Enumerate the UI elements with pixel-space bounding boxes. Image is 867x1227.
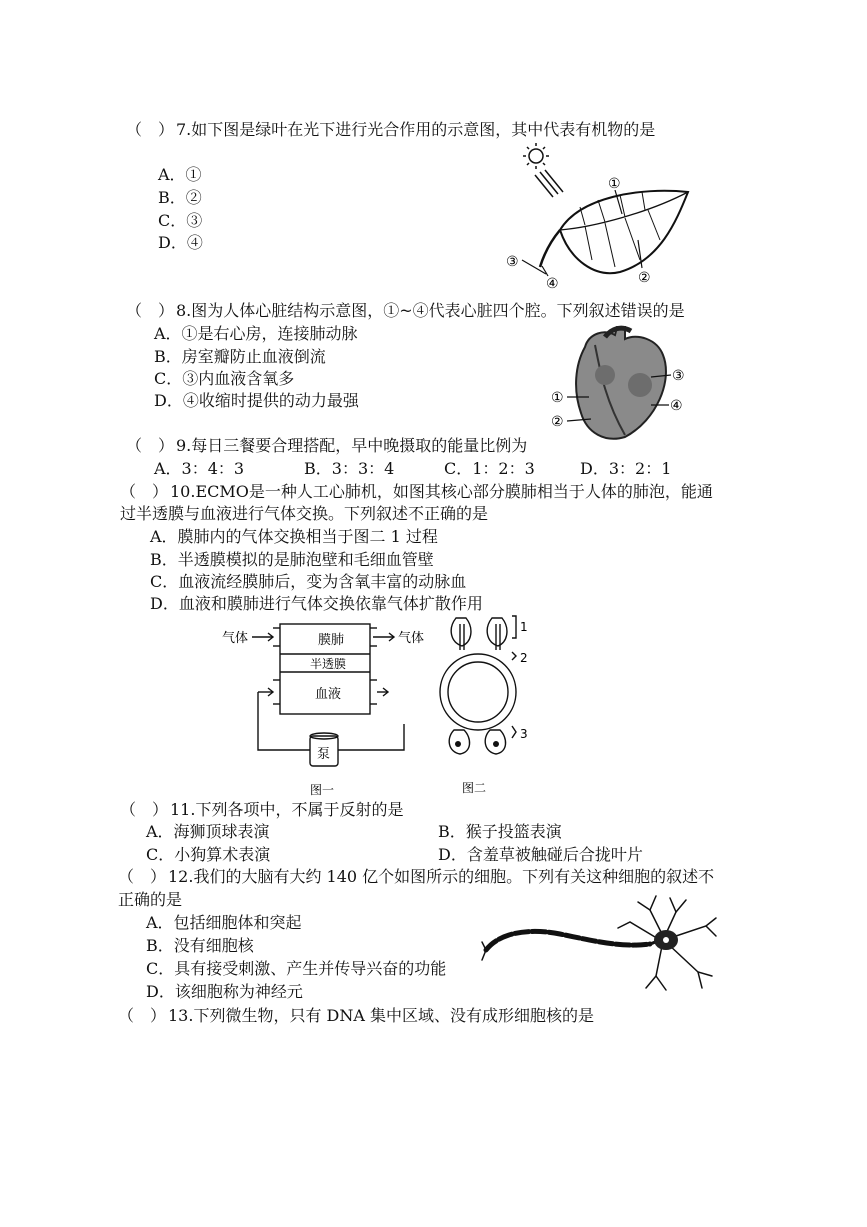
heart-label-1: ① bbox=[551, 390, 564, 406]
q11-stem: 11.下列各项中，不属于反射的是 bbox=[170, 800, 404, 819]
q7-option-c: C．③ bbox=[158, 211, 203, 230]
q8-option-a: A．①是右心房，连接肺动脉 bbox=[154, 324, 358, 343]
pump-label: 泵 bbox=[317, 747, 331, 762]
leaf-label-1: ① bbox=[608, 176, 621, 192]
leaf-photosynthesis-figure bbox=[500, 142, 720, 292]
q8-bracket: （ ） bbox=[126, 301, 175, 320]
q10-stem-line2: 过半透膜与血液进行气体交换。下列叙述不正确的是 bbox=[120, 504, 489, 523]
blood-label: 血液 bbox=[315, 687, 342, 702]
q7-option-a: A．① bbox=[158, 165, 202, 184]
q8-option-b: B．房室瓣防止血液倒流 bbox=[154, 347, 326, 366]
q12-option-b: B．没有细胞核 bbox=[146, 936, 254, 955]
heart-label-2: ② bbox=[551, 414, 564, 430]
q13-stem: 13.下列微生物，只有 DNA 集中区域、没有成形细胞核的是 bbox=[168, 1006, 595, 1025]
q9-option-a: A．3：4：3 bbox=[154, 459, 245, 478]
semipermeable-membrane-label: 半透膜 bbox=[310, 657, 347, 671]
figure-1-caption: 图一 bbox=[310, 783, 335, 797]
fig2-label-2: 2 bbox=[520, 651, 528, 665]
q10-bracket: （ ） bbox=[120, 482, 169, 501]
q9-option-d: D．3：2：1 bbox=[580, 459, 672, 478]
q9-bracket: （ ） bbox=[126, 436, 175, 455]
q11-option-b: B．猴子投篮表演 bbox=[438, 822, 562, 841]
q9-stem: 9.每日三餐要合理搭配，早中晚摄取的能量比例为 bbox=[176, 436, 528, 455]
q8-stem: 8.图为人体心脏结构示意图，①~④代表心脏四个腔。下列叙述错误的是 bbox=[176, 301, 685, 320]
heart-label-4: ④ bbox=[670, 398, 683, 414]
q13-bracket: （ ） bbox=[118, 1006, 167, 1025]
q12-bracket: （ ） bbox=[118, 867, 167, 886]
fig2-label-1: 1 bbox=[520, 620, 528, 634]
q10-option-a: A．膜肺内的气体交换相当于图二 1 过程 bbox=[150, 527, 438, 546]
sun-icon bbox=[523, 143, 549, 169]
heart-label-3: ③ bbox=[672, 368, 685, 384]
gas-in-label: 气体 bbox=[222, 631, 249, 646]
q11-option-a: A．海狮顶球表演 bbox=[146, 822, 270, 841]
q11-option-c: C．小狗算术表演 bbox=[146, 845, 271, 864]
q7-stem: 7.如下图是绿叶在光下进行光合作用的示意图，其中代表有机物的是 bbox=[176, 120, 656, 139]
q8-option-d: D．④收缩时提供的动力最强 bbox=[154, 391, 359, 410]
q8-option-c: C．③内血液含氧多 bbox=[154, 369, 295, 388]
gas-out-label: 气体 bbox=[398, 631, 425, 646]
q11-bracket: （ ） bbox=[120, 800, 169, 819]
neuron-figure bbox=[480, 892, 720, 992]
q10-option-c: C．血液流经膜肺后，变为含氧丰富的动脉血 bbox=[150, 572, 467, 591]
q12-stem-line2: 正确的是 bbox=[118, 890, 183, 909]
figure-2-caption: 图二 bbox=[462, 781, 487, 795]
q7-option-b: B．② bbox=[158, 188, 202, 207]
leaf-label-3: ③ bbox=[506, 254, 519, 270]
q9-option-c: C．1：2：3 bbox=[444, 459, 535, 478]
q7-bracket: （ ） bbox=[126, 120, 175, 139]
ecmo-figure-2 bbox=[428, 612, 548, 800]
leaf-label-4: ④ bbox=[546, 276, 559, 292]
q9-option-b: B．3：3：4 bbox=[304, 459, 395, 478]
membrane-lung-label: 膜肺 bbox=[318, 633, 345, 648]
q10-option-b: B．半透膜模拟的是肺泡壁和毛细血管壁 bbox=[150, 550, 434, 569]
q10-stem-line1: 10.ECMO是一种人工心肺机，如图其核心部分膜肺相当于人体的肺泡，能通 bbox=[170, 482, 713, 501]
q12-stem-line1: 12.我们的大脑有大约 140 亿个如图所示的细胞。下列有关这种细胞的叙述不 bbox=[168, 867, 715, 886]
q12-option-d: D．该细胞称为神经元 bbox=[146, 982, 303, 1001]
q12-option-a: A．包括细胞体和突起 bbox=[146, 913, 302, 932]
fig2-label-3: 3 bbox=[520, 727, 528, 741]
heart-figure bbox=[545, 325, 695, 445]
q12-option-c: C．具有接受刺激、产生并传导兴奋的功能 bbox=[146, 959, 447, 978]
q10-option-d: D．血液和膜肺进行气体交换依靠气体扩散作用 bbox=[150, 594, 483, 613]
q11-option-d: D．含羞草被触碰后合拢叶片 bbox=[438, 845, 643, 864]
q7-option-d: D．④ bbox=[158, 233, 203, 252]
ecmo-figure-1 bbox=[218, 620, 428, 800]
leaf-label-2: ② bbox=[638, 270, 651, 286]
